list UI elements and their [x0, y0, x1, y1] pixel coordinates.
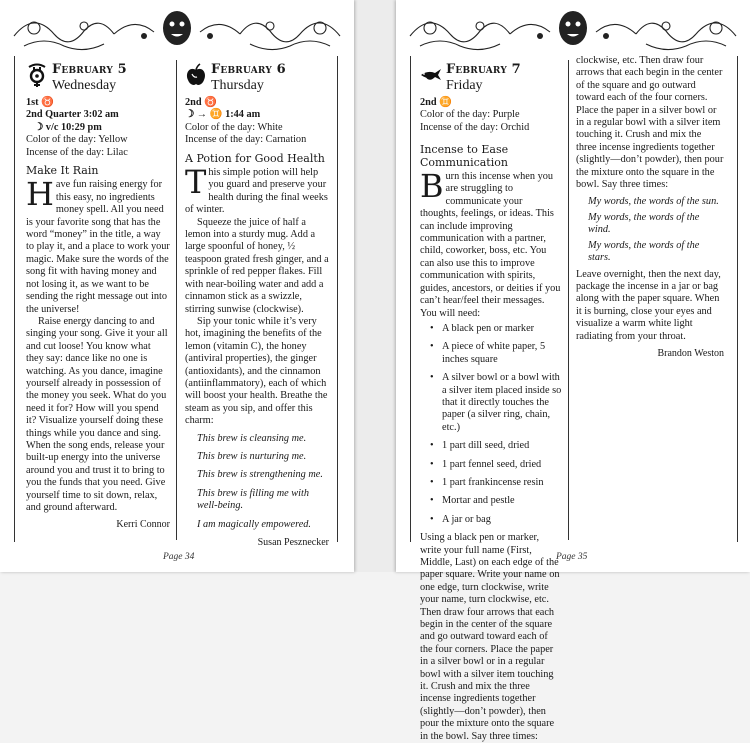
author: Brandon Weston [657, 347, 724, 359]
date-title: February 6 [211, 62, 286, 77]
color-of-day: Color of the day: White [185, 121, 283, 133]
list-item: • A silver bowl or a bowl with a silver item placed inside so that it directly touches the paper (a silver ring, chain, etc.) [420, 372, 562, 434]
moon-sign: ☽ → ♊ 1:44 am [185, 109, 261, 121]
color-of-day: Color of the day: Purple [420, 109, 520, 121]
date-header [420, 63, 562, 93]
drop-cap: H [26, 175, 54, 214]
paragraph-continued: clockwise, etc. Then draw four arrows that each begin in the center of the square and go outward toward each of the four corners. Place the paper in a silver bowl or in a regular bowl with a silver item touching it. Crush and mix the three incense ingredients together (slightly—don’t powder), then pour the mixture onto the square in the bowl. Say three times: [576, 55, 724, 191]
weekday: Thursday [211, 78, 264, 93]
weekday: Friday [446, 78, 483, 93]
list-item: • 1 part dill seed, dried [420, 440, 562, 452]
entry-feb6 [185, 63, 329, 549]
weekday: Wednesday [52, 78, 117, 93]
paragraph: his simple potion will help you guard and preserve your health during the final weeks of winter. [185, 167, 328, 216]
moon-phase: 2nd ♊ [420, 97, 452, 108]
moon-quarter: 2nd Quarter 3:02 am [26, 109, 119, 121]
charm-line: This brew is cleansing me. [197, 432, 307, 444]
moon-phase: 2nd ♉ [185, 97, 217, 108]
author: Susan Pesznecker [257, 537, 329, 548]
charm-line: My words, the words of the sun. [588, 196, 719, 208]
paragraph: Raise energy dancing to and singing your song. Give it your all and cut loose! You know what they say: dance like no one is watching. As you dance, imagine yourself already in possession of the money you seek. What do you need it for? How will you spend it? Visualize yourself doing these things while you dance and sing. When the song ends, release your built-up energy into the universe around you and trust it to bring to you the funds that you need. Give yourself time to sit down, relax, and ground afterward. [26, 315, 168, 513]
spell-title: A Potion for Good Health [185, 151, 325, 165]
list-item: • A jar or bag [420, 514, 562, 526]
date-title: February 7 [446, 62, 521, 77]
ornamental-border-icon [410, 6, 736, 56]
charm [197, 433, 329, 531]
page-number: Page 35 [556, 552, 588, 562]
color-of-day: Color of the day: Yellow [26, 134, 128, 146]
column-divider [176, 60, 177, 540]
date-title: February 5 [52, 62, 127, 77]
paragraph: Leave overnight, then the next day, package the incense in a jar or bag along with the paper square. When it is burning, close your eyes and visualize a warm white light radiating from your throat. [576, 268, 721, 342]
charm-line: My words, the words of the wind. [588, 211, 700, 236]
ingredient-list [420, 323, 562, 526]
left-page [0, 0, 354, 572]
moon-phase: 1st ♉ [26, 97, 54, 108]
page-number: Page 34 [163, 552, 195, 562]
charm [588, 196, 724, 264]
incense-of-day: Incense of the day: Orchid [420, 121, 530, 133]
paragraph: Using a black pen or marker, write your full name (First, Middle, Last) on each edge of the paper square. Write your name on one edge, turn clockwise, write your name, turn clockwise, etc. Then draw four arrows that each begin in the center of the square and go outward toward each of the four corners. Place the paper in a silver bowl or in a regular bowl with a silver item touching it. Crush and mix the three incense ingredients together (slightly—don’t powder), then pour the mixture onto the square in the bowl. Say three times: [420, 532, 560, 742]
list-item: • A black pen or marker [420, 323, 562, 335]
right-page [396, 0, 750, 742]
paragraph: ave fun raising energy for this easy, no ingredients money spell. All you need is your favorite song that has the word “money” in the title, a way to play it, and a place to work your magic. Make sure the words of the song fit with having money and not losing it, as we want to be sending the right message out into the universe! [26, 179, 170, 315]
drop-cap: T [185, 163, 207, 202]
list-item: • A piece of white paper, 5 inches square [420, 341, 562, 366]
charm-line: This brew is filling me with well-being. [197, 487, 310, 512]
list-item: • Mortar and pestle [420, 495, 562, 507]
author: Kerri Connor [116, 519, 170, 531]
ornamental-border-icon [14, 6, 340, 56]
apple-icon [185, 63, 207, 87]
date-header [26, 63, 170, 93]
charm-line: I am magically empowered. [197, 518, 311, 530]
venus-sun-icon [26, 63, 48, 87]
spell-title: Make It Rain [26, 164, 99, 178]
list-item: • 1 part fennel seed, dried [420, 459, 562, 471]
paragraph: Squeeze the juice of half a lemon into a sturdy mug. Add a large spoonful of honey, ½ teaspoon grated fresh ginger, and a sprinkle of red pepper flakes. Fill with near-boiling water and add a cinnamon stick as a swizzle, stirring sunwise (clockwise). [185, 216, 329, 315]
entry-feb7 [420, 62, 562, 742]
entry-feb5 [26, 63, 170, 532]
date-header [185, 63, 329, 93]
charm-line: This brew is nurturing me. [197, 450, 307, 462]
entry-feb7-continued [576, 55, 724, 360]
list-item: • 1 part frankincense resin [420, 477, 562, 489]
charm-line: This brew is strengthening me. [197, 469, 323, 481]
column-divider [568, 60, 569, 540]
spell-title: Incense to Ease Communication [420, 143, 509, 169]
charm-line: My words, the words of the stars. [588, 239, 700, 264]
incense-of-day: Incense of the day: Lilac [26, 146, 128, 158]
book-gutter [354, 0, 396, 572]
paragraph: urn this incense when you are struggling to communicate your thoughts, feelings, or ideas. This can include improving communication with a partner, child, coworker, boss, etc. You can also use this to improve communication with spirits, guides, ancestors, or deities if you can’t hear/feel their messages. You will need: [420, 171, 561, 319]
incense-of-day: Incense of the day: Carnation [185, 134, 307, 146]
moon-void: ☽ v/c 10:29 pm [34, 121, 102, 133]
drop-cap: B [420, 167, 444, 206]
paragraph: Sip your tonic while it’s very hot, imagining the benefits of the lemon (vitamin C), the honey (antiviral properties), the ginger (antioxidants), and the cinnamon (antiinflammatory), each of which will boost your health. Breathe the steam as you sip, and offer this charm: [185, 315, 328, 427]
bird-icon [420, 63, 442, 87]
